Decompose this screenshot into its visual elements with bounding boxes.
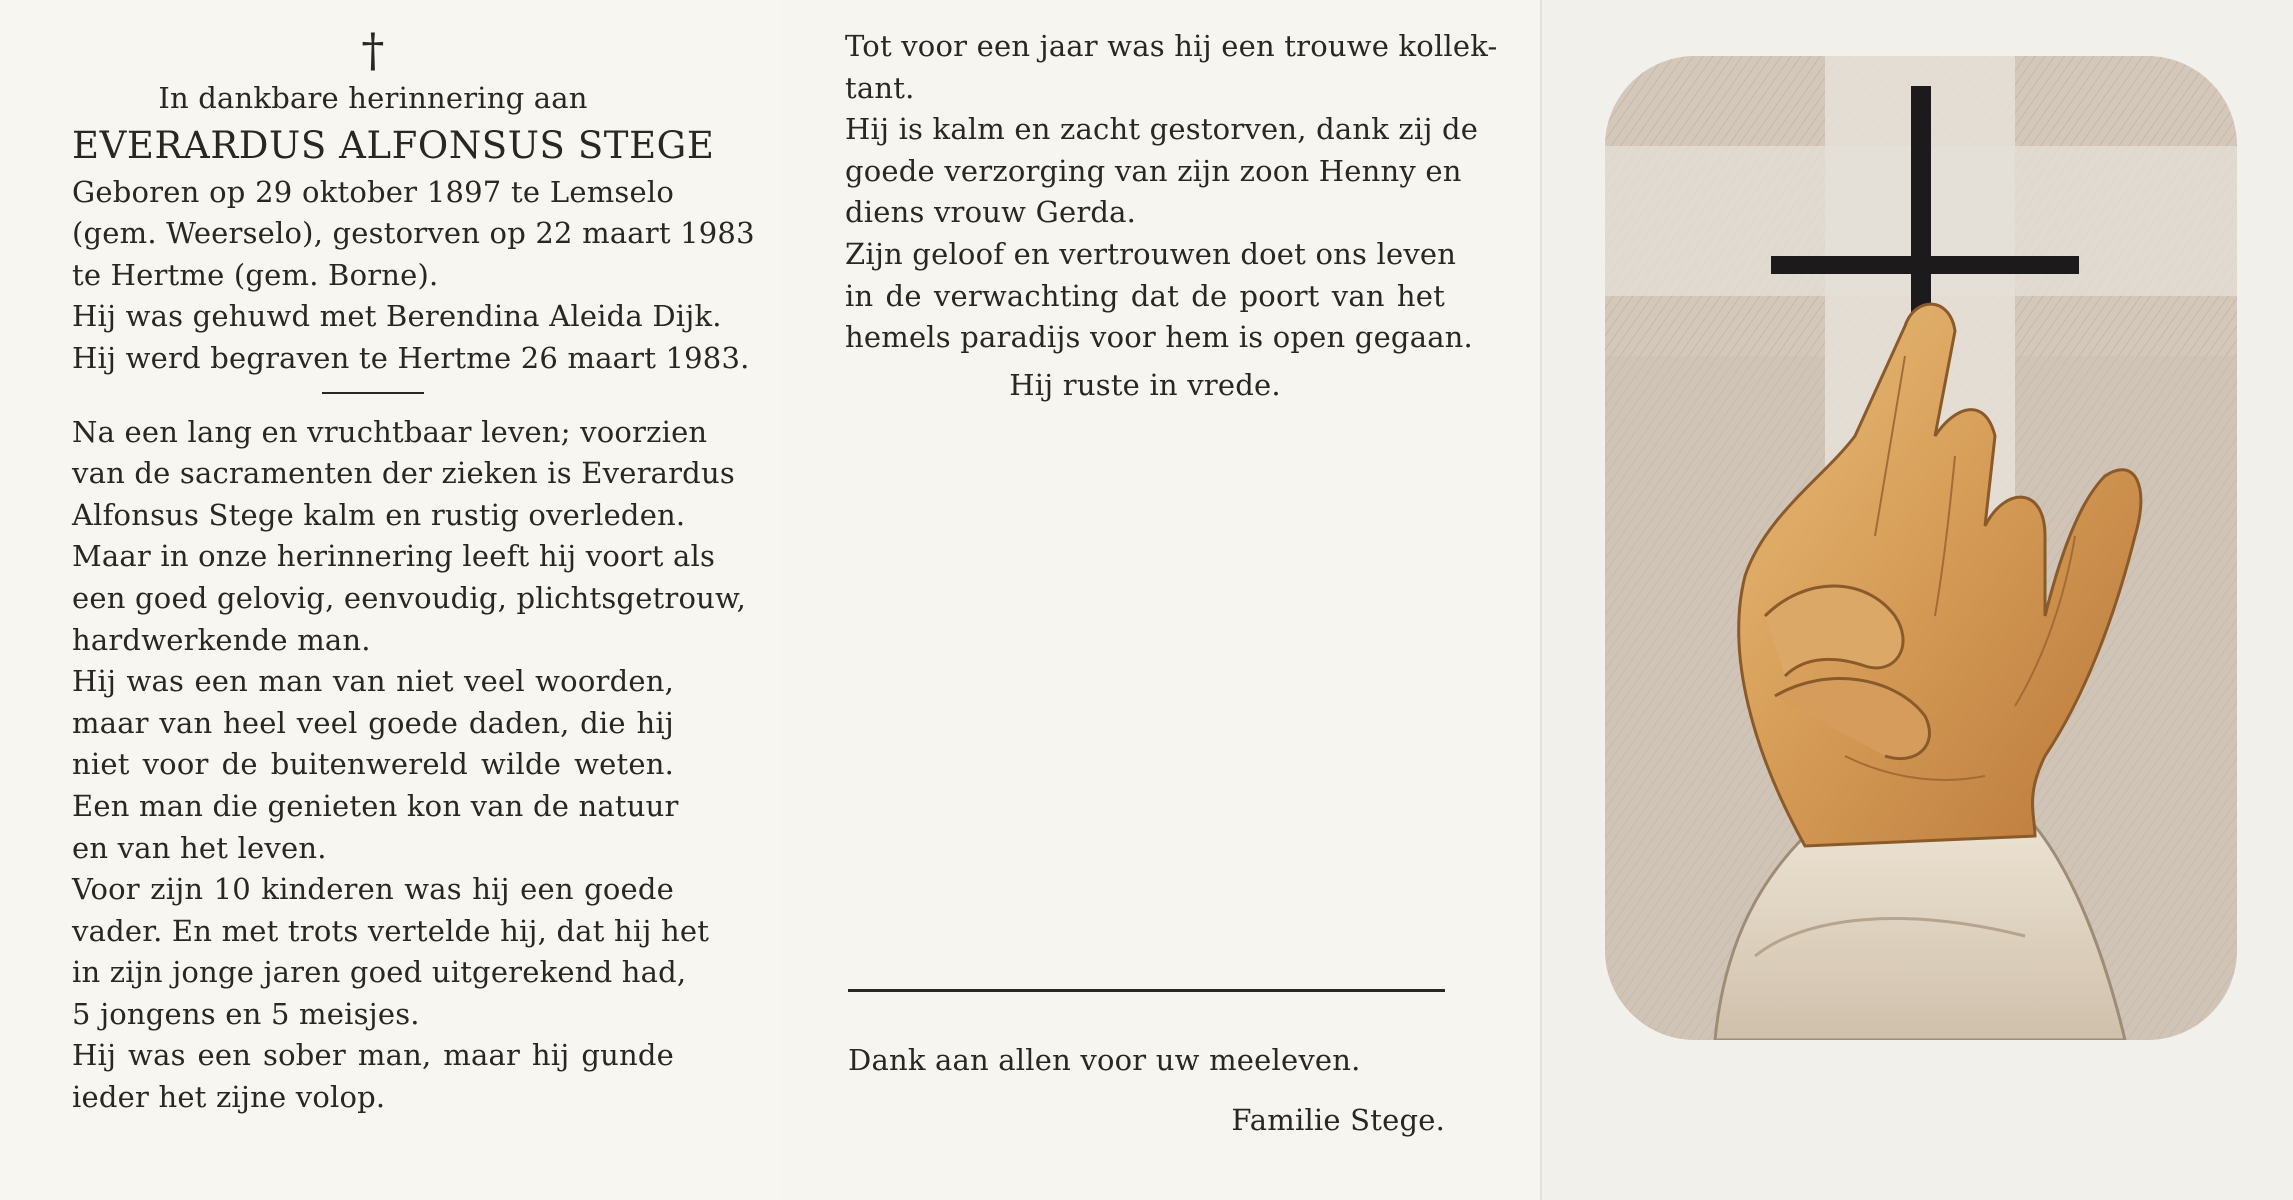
text-line: niet voor de buitenwereld wilde weten. [72,747,674,782]
left-column [72,22,755,1119]
text-line: Voor zijn 10 kinderen was hij een goede [72,872,674,907]
bio-line: te Hertme (gem. Borne). [72,257,439,292]
text-line: Zijn geloof en vertrouwen doet ons leven [845,236,1457,271]
biography [72,172,755,380]
bio-line: Hij werd begraven te Hertme 26 maart 1983. [72,340,750,375]
text-line: Na een lang en vruchtbaar leven; voorzien [72,414,708,449]
text-line: hemels paradijs voor hem is open gegaan. [845,320,1473,355]
text-line: diens vrouw Gerda. [845,195,1137,230]
family-signature: Familie Stege. [1231,1102,1445,1137]
short-divider [322,392,424,394]
text-line: vader. En met trots vertelde hij, dat hij het [72,913,710,948]
text-line: hardwerkende man. [72,622,371,657]
bio-line: Hij was gehuwd met Berendina Aleida Dijk. [72,299,722,334]
memorial-text [72,412,747,1119]
deceased-name: EVERARDUS ALFONSUS STEGE [72,123,715,167]
text-line: Tot voor een jaar was hij een trouwe kollek- [845,29,1498,63]
middle-column [845,26,1498,406]
text-line: Hij was een man van niet veel woorden, [72,664,674,699]
cross-symbol: † [361,23,385,77]
text-line: Een man die genieten kon van de natuur [72,788,679,823]
thanks-text: Dank aan allen voor uw meeleven. [848,1043,1361,1077]
text-line: goede verzorging van zijn zoon Henny en [845,153,1462,188]
text-line: in de verwachting dat de poort van het [845,278,1445,313]
text-line: een goed gelovig, eenvoudig, plichtsgetrouw, [72,580,747,615]
text-line: Hij was een sober man, maar hij gunde [72,1038,674,1073]
blessing-hand-picture [1605,56,2237,1040]
blessing-hand-illustration [1605,56,2237,1040]
text-line: en van het leven. [72,830,327,865]
bio-line: (gem. Weerselo), gestorven op 22 maart 1983 [72,216,755,251]
text-line: Hij is kalm en zacht gestorven, dank zij de [845,112,1479,147]
intro-text: In dankbare herinnering aan [158,81,588,115]
text-line: tant. [845,70,915,105]
rest-in-peace: Hij ruste in vrede. [1009,367,1281,402]
closing-block [848,1040,1445,1141]
text-line: ieder het zijne volop. [72,1080,386,1115]
text-line: maar van heel veel goede daden, die hij [72,705,674,740]
long-divider [848,989,1445,992]
bio-line: Geboren op 29 oktober 1897 te Lemselo [72,174,674,209]
text-line: in zijn jonge jaren goed uitgerekend had, [72,955,687,990]
text-line: van de sacramenten der zieken is Everardus [72,456,735,491]
text-line: Alfonsus Stege kalm en rustig overleden. [72,497,686,532]
text-line: Maar in onze herinnering leeft hij voort als [72,539,716,574]
text-line: 5 jongens en 5 meisjes. [72,996,420,1031]
